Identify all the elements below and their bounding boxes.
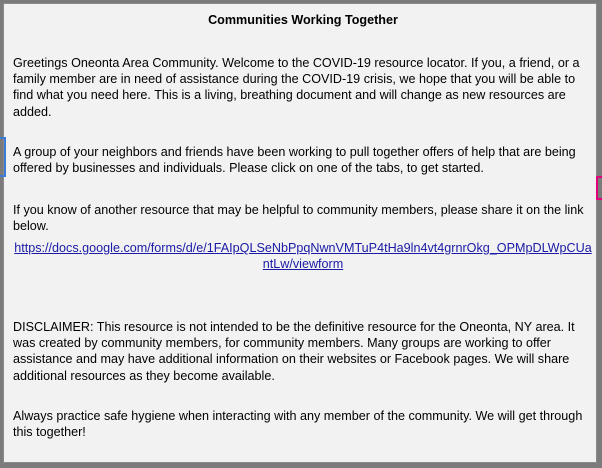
greeting-paragraph: Greetings Oneonta Area Community. Welcome to the COVID-19 resource locator. If you, a friend, or a family member are in need of assistance during the COVID-19 crisis, we hope that you will be able to find what you need here. This is a living, breathing document and will change as new resources are added.	[13, 56, 580, 119]
right-selection-marker	[596, 176, 602, 200]
left-selection-marker	[0, 137, 6, 177]
hygiene-paragraph: Always practice safe hygiene when interacting with any member of the community. We will get through this together!	[13, 409, 583, 440]
share-paragraph: If you know of another resource that may be helpful to community members, please share it on the link below.	[13, 203, 584, 234]
disclaimer-paragraph: DISCLAIMER: This resource is not intended to be the definitive resource for the Oneonta, NY area. It was created by community members, for community members. Many groups are working to offer assistance and may have additional information on their websites or Facebook pages. We will share additional resources as they become available.	[13, 320, 575, 383]
document-title: Communities Working Together	[208, 13, 398, 27]
resource-form-link[interactable]: https://docs.google.com/forms/d/e/1FAIpQLSeNbPpqNwnVMTuP4tHa9ln4vt4grnrOkg_OPMpDLWpCUantLw/viewform	[14, 241, 592, 272]
document-sheet	[3, 3, 597, 463]
group-paragraph: A group of your neighbors and friends have been working to pull together offers of help that are being offered by businesses and individuals. Please click on one of the tabs, to get started.	[13, 145, 576, 176]
